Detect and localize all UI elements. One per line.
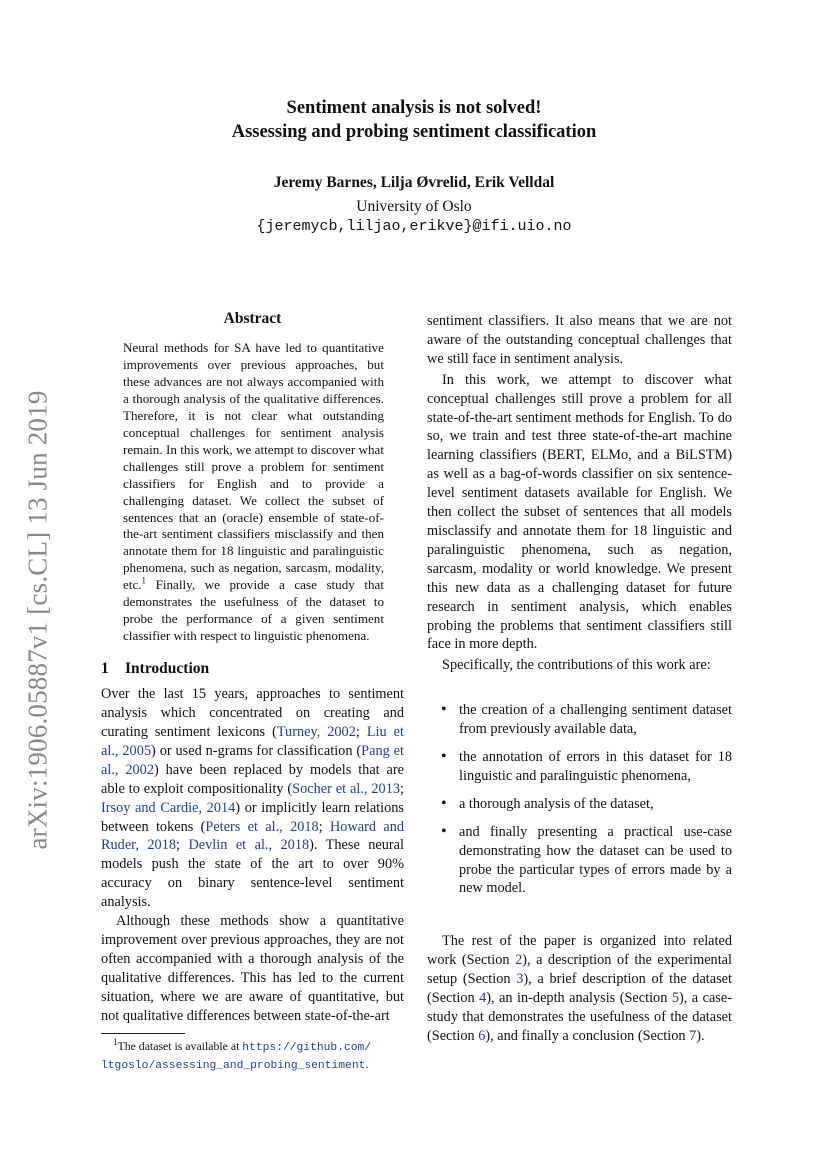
footnote-text: The dataset is available at xyxy=(117,1039,243,1054)
authors: Jeremy Barnes, Lilja Øvrelid, Erik Velldal xyxy=(273,174,555,191)
footnote-number: 1 xyxy=(113,1037,118,1048)
section-ref-link[interactable]: 4 xyxy=(479,990,487,1007)
footnote-text-end: . xyxy=(365,1056,369,1071)
citation-link[interactable]: Peters et al., 2018 xyxy=(205,818,319,835)
abstract-heading: Abstract xyxy=(223,310,282,327)
citation-link[interactable]: Howard and Ruder, 2018 xyxy=(101,818,404,854)
text-run: ), a case-study that demonstrates the usefulness of the dataset (Section xyxy=(427,990,732,1044)
citation-link[interactable]: Irsoy and Cardie, 2014 xyxy=(101,799,236,816)
url-part: https://github.com/ xyxy=(242,1042,372,1055)
arxiv-stamp: arXiv:1906.05887v1 [cs.CL] 13 Jun 2019 xyxy=(22,390,53,850)
citation-link[interactable]: Devlin et al., 2018 xyxy=(188,837,310,854)
abstract-text-b: Finally, we provide a case study that demonstrates the usefulness of the dataset to probe the performance of a given sentiment classifier with respect to linguistic phenomena. xyxy=(123,577,384,644)
left-column xyxy=(101,310,404,1074)
author-emails: {jeremycb,liljao,erikve}@ifi.uio.no xyxy=(256,218,572,235)
citation-link[interactable]: Socher et al., 2013 xyxy=(292,780,401,797)
text-run: ; xyxy=(355,723,367,740)
list-item: • a thorough analysis of the dataset, xyxy=(427,795,732,814)
right-paragraph-1: sentiment classifiers. It also means that we are not aware of the outstanding conceptual challenges that we still face in sentiment analysis. xyxy=(427,313,732,367)
list-item: • the annotation of errors in this dataset for 18 linguistic and paralinguistic phenomena, xyxy=(427,748,732,786)
citation-link[interactable]: Liu et al., 2005 xyxy=(101,723,404,759)
section-ref-link[interactable]: 7 xyxy=(689,1027,697,1044)
text-run: Over the last 15 years, approaches to sentiment analysis which concentrated on creating and curating sentiment lexicons ( xyxy=(101,686,404,740)
list-item: • the creation of a challenging sentiment dataset from previously available data, xyxy=(427,701,732,739)
list-item: • and finally presenting a practical use-case demonstrating how the dataset can be used to probe the particular types of errors made by a new model. xyxy=(427,823,732,899)
right-column xyxy=(427,312,732,1046)
footnote-marker[interactable]: 1 xyxy=(141,575,147,586)
text-run: The rest of the paper is organized into related work (Section xyxy=(427,933,732,969)
text-run: ), and finally a conclusion (Section xyxy=(485,1027,690,1044)
text-run: ; xyxy=(176,837,189,854)
text-run: ). These neural models push the state of the art to over 90% accuracy on binary sentence-level sentiment analysis. xyxy=(101,837,404,911)
footnote-1 xyxy=(101,1039,404,1074)
citation-link[interactable]: Turney, 2002 xyxy=(276,723,356,740)
text-run: ) have been replaced by models that are able to exploit compositionality ( xyxy=(101,761,405,797)
section-ref-link[interactable]: 6 xyxy=(478,1027,486,1044)
paper-title-line-1: Sentiment analysis is not solved! xyxy=(286,98,542,118)
right-paragraph-2: In this work, we attempt to discover what conceptual challenges still prove a problem for all state-of-the-art sentiment methods for English. To do so, we train and test three state-of-the-art machine learning classifiers (BERT, ELMo, and a BiLSTM) as well as a bag-of-words classifier on six sentence-level sentiment datasets available for English. We then collect the subset of sentences that all models misclassify and annotate them for 18 linguistic and paralinguistic phenomena, such as negation, sarcasm, modality or world knowledge. We present this new data as a challenging dataset for future research in sentiment analysis, which enables probing the problems that sentiment classifiers still face in more depth. xyxy=(427,371,732,653)
section-heading-introduction xyxy=(101,660,404,678)
section-title: Introduction xyxy=(125,660,210,678)
title-block xyxy=(0,96,828,235)
abstract-text xyxy=(123,340,384,645)
text-run: ; xyxy=(400,780,404,797)
right-paragraph-3: Specifically, the contributions of this work are: xyxy=(442,657,711,674)
right-paragraph-4 xyxy=(427,932,732,1045)
paper-title-line-2: Assessing and probing sentiment classification xyxy=(231,122,597,142)
text-run: ), a description of the experimental setup (Section xyxy=(427,952,732,988)
contributions-list xyxy=(427,701,732,898)
section-ref-link[interactable]: 5 xyxy=(671,990,679,1007)
affiliation: University of Oslo xyxy=(356,198,472,215)
text-run: ) or used n-grams for classification ( xyxy=(151,742,362,759)
citation-link[interactable]: Pang et al., 2002 xyxy=(101,742,404,778)
footnote-rule xyxy=(101,1033,185,1034)
section-ref-link[interactable]: 3 xyxy=(516,971,524,988)
abstract-text-a: Neural methods for SA have led to quantitative improvements over previous approaches, but these advances are not always accompanied with a thorough analysis of the qualitative differences. Therefore, it is not clear what outstanding conceptual challenges for sentiment analysis remain. In this work, we attempt to discover what challenges still prove a problem for sentiment classifiers for English and to provide a challenging dataset. We collect the subset of sentences that an (oracle) ensemble of state-of-the-art sentiment classifiers misclassify and then annotate them for 18 linguistic and paralinguistic phenomena, such as negation, sarcasm, modality, etc. xyxy=(123,340,384,593)
text-run: ), an in-depth analysis (Section xyxy=(486,990,672,1007)
intro-paragraph-2: Although these methods show a quantitative improvement over previous approaches, they are not often accompanied with a thorough analysis of the qualitative differences. This has led to the current situation, where we are aware of quantitative, but not qualitative differences between state-of-the-art xyxy=(101,913,404,1024)
text-run: ), a brief description of the dataset (Section xyxy=(427,971,732,1007)
intro-paragraph-1 xyxy=(101,685,404,912)
text-run: ; xyxy=(318,818,330,835)
section-number: 1 xyxy=(101,660,109,678)
section-ref-link[interactable]: 2 xyxy=(515,952,523,969)
url-part: ltgoslo/assessing_and_probing_sentiment xyxy=(101,1059,366,1072)
text-run: ) or implicitly learn relations between tokens ( xyxy=(101,799,404,835)
text-run: ). xyxy=(696,1027,705,1044)
